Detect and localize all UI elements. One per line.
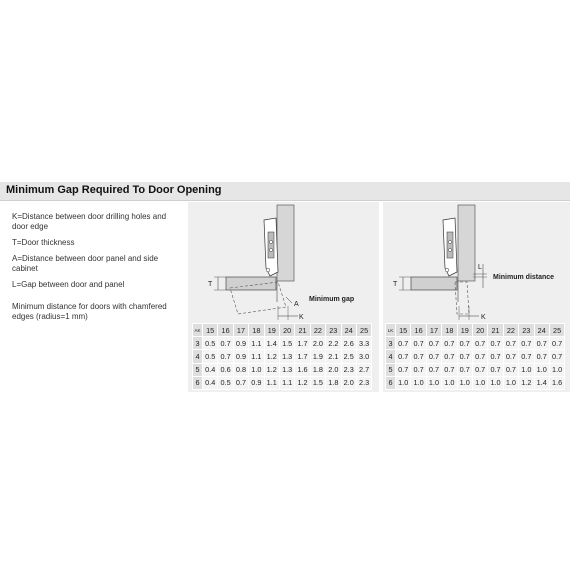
section-title-bar <box>0 182 570 201</box>
col-header: 20 <box>472 324 487 337</box>
table-cell: 0.7 <box>549 337 564 350</box>
label-a: A <box>294 301 299 308</box>
col-header: 25 <box>549 324 564 337</box>
col-header: 19 <box>457 324 472 337</box>
label-t: T <box>393 281 398 288</box>
table-cell: 1.7 <box>295 350 310 363</box>
table-cell: 1.0 <box>549 363 564 376</box>
label-k: K <box>481 314 486 321</box>
col-header: 23 <box>519 324 534 337</box>
table-cell: 0.7 <box>488 363 503 376</box>
table-cell: 1.0 <box>411 376 426 389</box>
table-cell: 0.5 <box>203 350 218 363</box>
col-header: 21 <box>295 324 310 337</box>
table-cell: 1.0 <box>426 376 441 389</box>
table-cell: 2.0 <box>341 376 356 389</box>
screw-icon <box>448 248 451 251</box>
col-header: 18 <box>249 324 264 337</box>
definition-l: L=Gap between door and panel <box>12 280 125 289</box>
table-cell: 0.7 <box>488 337 503 350</box>
door-panel <box>226 277 276 290</box>
table-cell: 2.2 <box>326 337 341 350</box>
table-cell: 1.5 <box>279 337 294 350</box>
col-header: 15 <box>396 324 411 337</box>
table-cell: 0.7 <box>457 350 472 363</box>
table-cell: 0.7 <box>411 350 426 363</box>
col-header: 15 <box>203 324 218 337</box>
table-cell: 1.2 <box>264 363 279 376</box>
chamfer-note: Minimum distance for doors with chamfered edges (radius=1 mm) <box>12 302 167 321</box>
hinge-mount <box>447 232 453 258</box>
table-cell: 2.1 <box>326 350 341 363</box>
table-cell: 0.7 <box>442 337 457 350</box>
table-cell: 0.9 <box>233 350 248 363</box>
col-header: 17 <box>426 324 441 337</box>
table-cell: 0.7 <box>534 350 549 363</box>
label-min-gap: Minimum gap <box>309 296 355 303</box>
door-panel <box>411 277 457 290</box>
row-header: 6 <box>193 376 203 389</box>
label-min-distance: Minimum distance <box>493 274 555 281</box>
table-cell: 0.7 <box>488 350 503 363</box>
table-cell: 2.3 <box>356 376 371 389</box>
table-cell: 1.0 <box>488 376 503 389</box>
table-cell: 2.3 <box>341 363 356 376</box>
col-header: 23 <box>326 324 341 337</box>
table-cell: 1.0 <box>457 376 472 389</box>
col-header: 22 <box>503 324 518 337</box>
table-cell: 3.0 <box>356 350 371 363</box>
table-cell: 0.7 <box>472 337 487 350</box>
definition-a: A=Distance between door panel and side cabinet <box>12 254 159 273</box>
panel-min-gap <box>188 202 379 392</box>
table-cell: 2.5 <box>341 350 356 363</box>
table-cell: 3.3 <box>356 337 371 350</box>
row-header: 5 <box>193 363 203 376</box>
col-header: 24 <box>534 324 549 337</box>
table-cell: 1.0 <box>534 363 549 376</box>
label-k: K <box>299 314 304 321</box>
table-cell: 0.7 <box>519 350 534 363</box>
table-corner: LK <box>386 324 396 337</box>
col-header: 21 <box>488 324 503 337</box>
table-cell: 0.7 <box>396 350 411 363</box>
table-cell: 1.0 <box>472 376 487 389</box>
screw-icon <box>269 240 272 243</box>
table-cell: 0.7 <box>218 337 233 350</box>
table-cell: 0.7 <box>472 363 487 376</box>
definition-k: K=Distance between door drilling holes and door edge <box>12 212 167 231</box>
screw-icon <box>445 268 449 272</box>
table-cell: 0.7 <box>457 363 472 376</box>
table-cell: 1.5 <box>310 376 325 389</box>
table-cell: 1.0 <box>249 363 264 376</box>
table-cell: 1.0 <box>442 376 457 389</box>
table-cell: 1.1 <box>249 350 264 363</box>
col-header: 22 <box>310 324 325 337</box>
label-t: T <box>208 281 213 288</box>
row-header: 3 <box>193 337 203 350</box>
table-cell: 1.6 <box>295 363 310 376</box>
table-cell: 0.4 <box>203 376 218 389</box>
col-header: 17 <box>233 324 248 337</box>
table-cell: 1.6 <box>549 376 564 389</box>
col-header: 24 <box>341 324 356 337</box>
table-cell: 1.4 <box>264 337 279 350</box>
table-cell: 0.7 <box>442 350 457 363</box>
cabinet-side <box>277 205 294 281</box>
table-cell: 0.7 <box>457 337 472 350</box>
col-header: 19 <box>264 324 279 337</box>
table-cell: 0.7 <box>503 363 518 376</box>
col-header: 20 <box>279 324 294 337</box>
table-cell: 0.5 <box>203 337 218 350</box>
arrow-a <box>286 297 292 303</box>
table-cell: 1.3 <box>279 350 294 363</box>
screw-icon <box>266 268 270 272</box>
table-cell: 0.7 <box>396 337 411 350</box>
col-header: 16 <box>411 324 426 337</box>
table-cell: 0.7 <box>534 337 549 350</box>
table-cell: 1.9 <box>310 350 325 363</box>
label-l: L <box>478 264 482 271</box>
table-cell: 1.7 <box>295 337 310 350</box>
table-cell: 1.8 <box>310 363 325 376</box>
table-cell: 2.0 <box>310 337 325 350</box>
table-cell: 1.2 <box>295 376 310 389</box>
table-cell: 1.3 <box>279 363 294 376</box>
table-cell: 1.8 <box>326 376 341 389</box>
table-cell: 0.5 <box>218 376 233 389</box>
row-header: 6 <box>386 376 396 389</box>
screw-icon <box>269 248 272 251</box>
row-header: 3 <box>386 337 396 350</box>
definitions-text <box>12 212 182 328</box>
table-cell: 0.7 <box>503 350 518 363</box>
table-cell: 0.7 <box>233 376 248 389</box>
table-cell: 0.7 <box>396 363 411 376</box>
row-header: 4 <box>386 350 396 363</box>
table-cell: 0.7 <box>519 337 534 350</box>
table-cell: 0.7 <box>426 337 441 350</box>
row-header: 5 <box>386 363 396 376</box>
panel-min-distance <box>383 202 570 392</box>
col-header: 18 <box>442 324 457 337</box>
table-cell: 0.7 <box>218 350 233 363</box>
table-cell: 0.7 <box>426 363 441 376</box>
table-cell: 1.1 <box>279 376 294 389</box>
table-cell: 0.7 <box>472 350 487 363</box>
hinge-mount <box>268 232 274 258</box>
table-cell: 1.0 <box>503 376 518 389</box>
col-header: 16 <box>218 324 233 337</box>
cabinet-side <box>458 205 475 281</box>
table-cell: 0.9 <box>249 376 264 389</box>
row-header: 4 <box>193 350 203 363</box>
table-cell: 0.7 <box>503 337 518 350</box>
table-cell: 0.9 <box>233 337 248 350</box>
table-cell: 1.1 <box>264 376 279 389</box>
table-cell: 1.1 <box>249 337 264 350</box>
min-gap-section <box>0 182 570 392</box>
table-cell: 1.0 <box>396 376 411 389</box>
table-cell: 1.2 <box>264 350 279 363</box>
screw-icon <box>448 240 451 243</box>
table-cell: 1.2 <box>519 376 534 389</box>
table-cell: 0.7 <box>426 350 441 363</box>
col-header: 25 <box>356 324 371 337</box>
table-cell: 1.0 <box>519 363 534 376</box>
table-cell: 2.7 <box>356 363 371 376</box>
table-cell: 0.6 <box>218 363 233 376</box>
gap-table-left <box>192 323 372 390</box>
table-cell: 2.6 <box>341 337 356 350</box>
table-cell: 0.7 <box>442 363 457 376</box>
table-cell: 0.4 <box>203 363 218 376</box>
table-corner: AK <box>193 324 203 337</box>
table-cell: 0.8 <box>233 363 248 376</box>
section-title: Minimum Gap Required To Door Opening <box>6 184 222 196</box>
definition-t: T=Door thickness <box>12 238 75 247</box>
table-cell: 2.0 <box>326 363 341 376</box>
table-cell: 0.7 <box>411 337 426 350</box>
gap-table-right <box>385 323 565 390</box>
table-cell: 0.7 <box>549 350 564 363</box>
table-cell: 1.4 <box>534 376 549 389</box>
table-cell: 0.7 <box>411 363 426 376</box>
